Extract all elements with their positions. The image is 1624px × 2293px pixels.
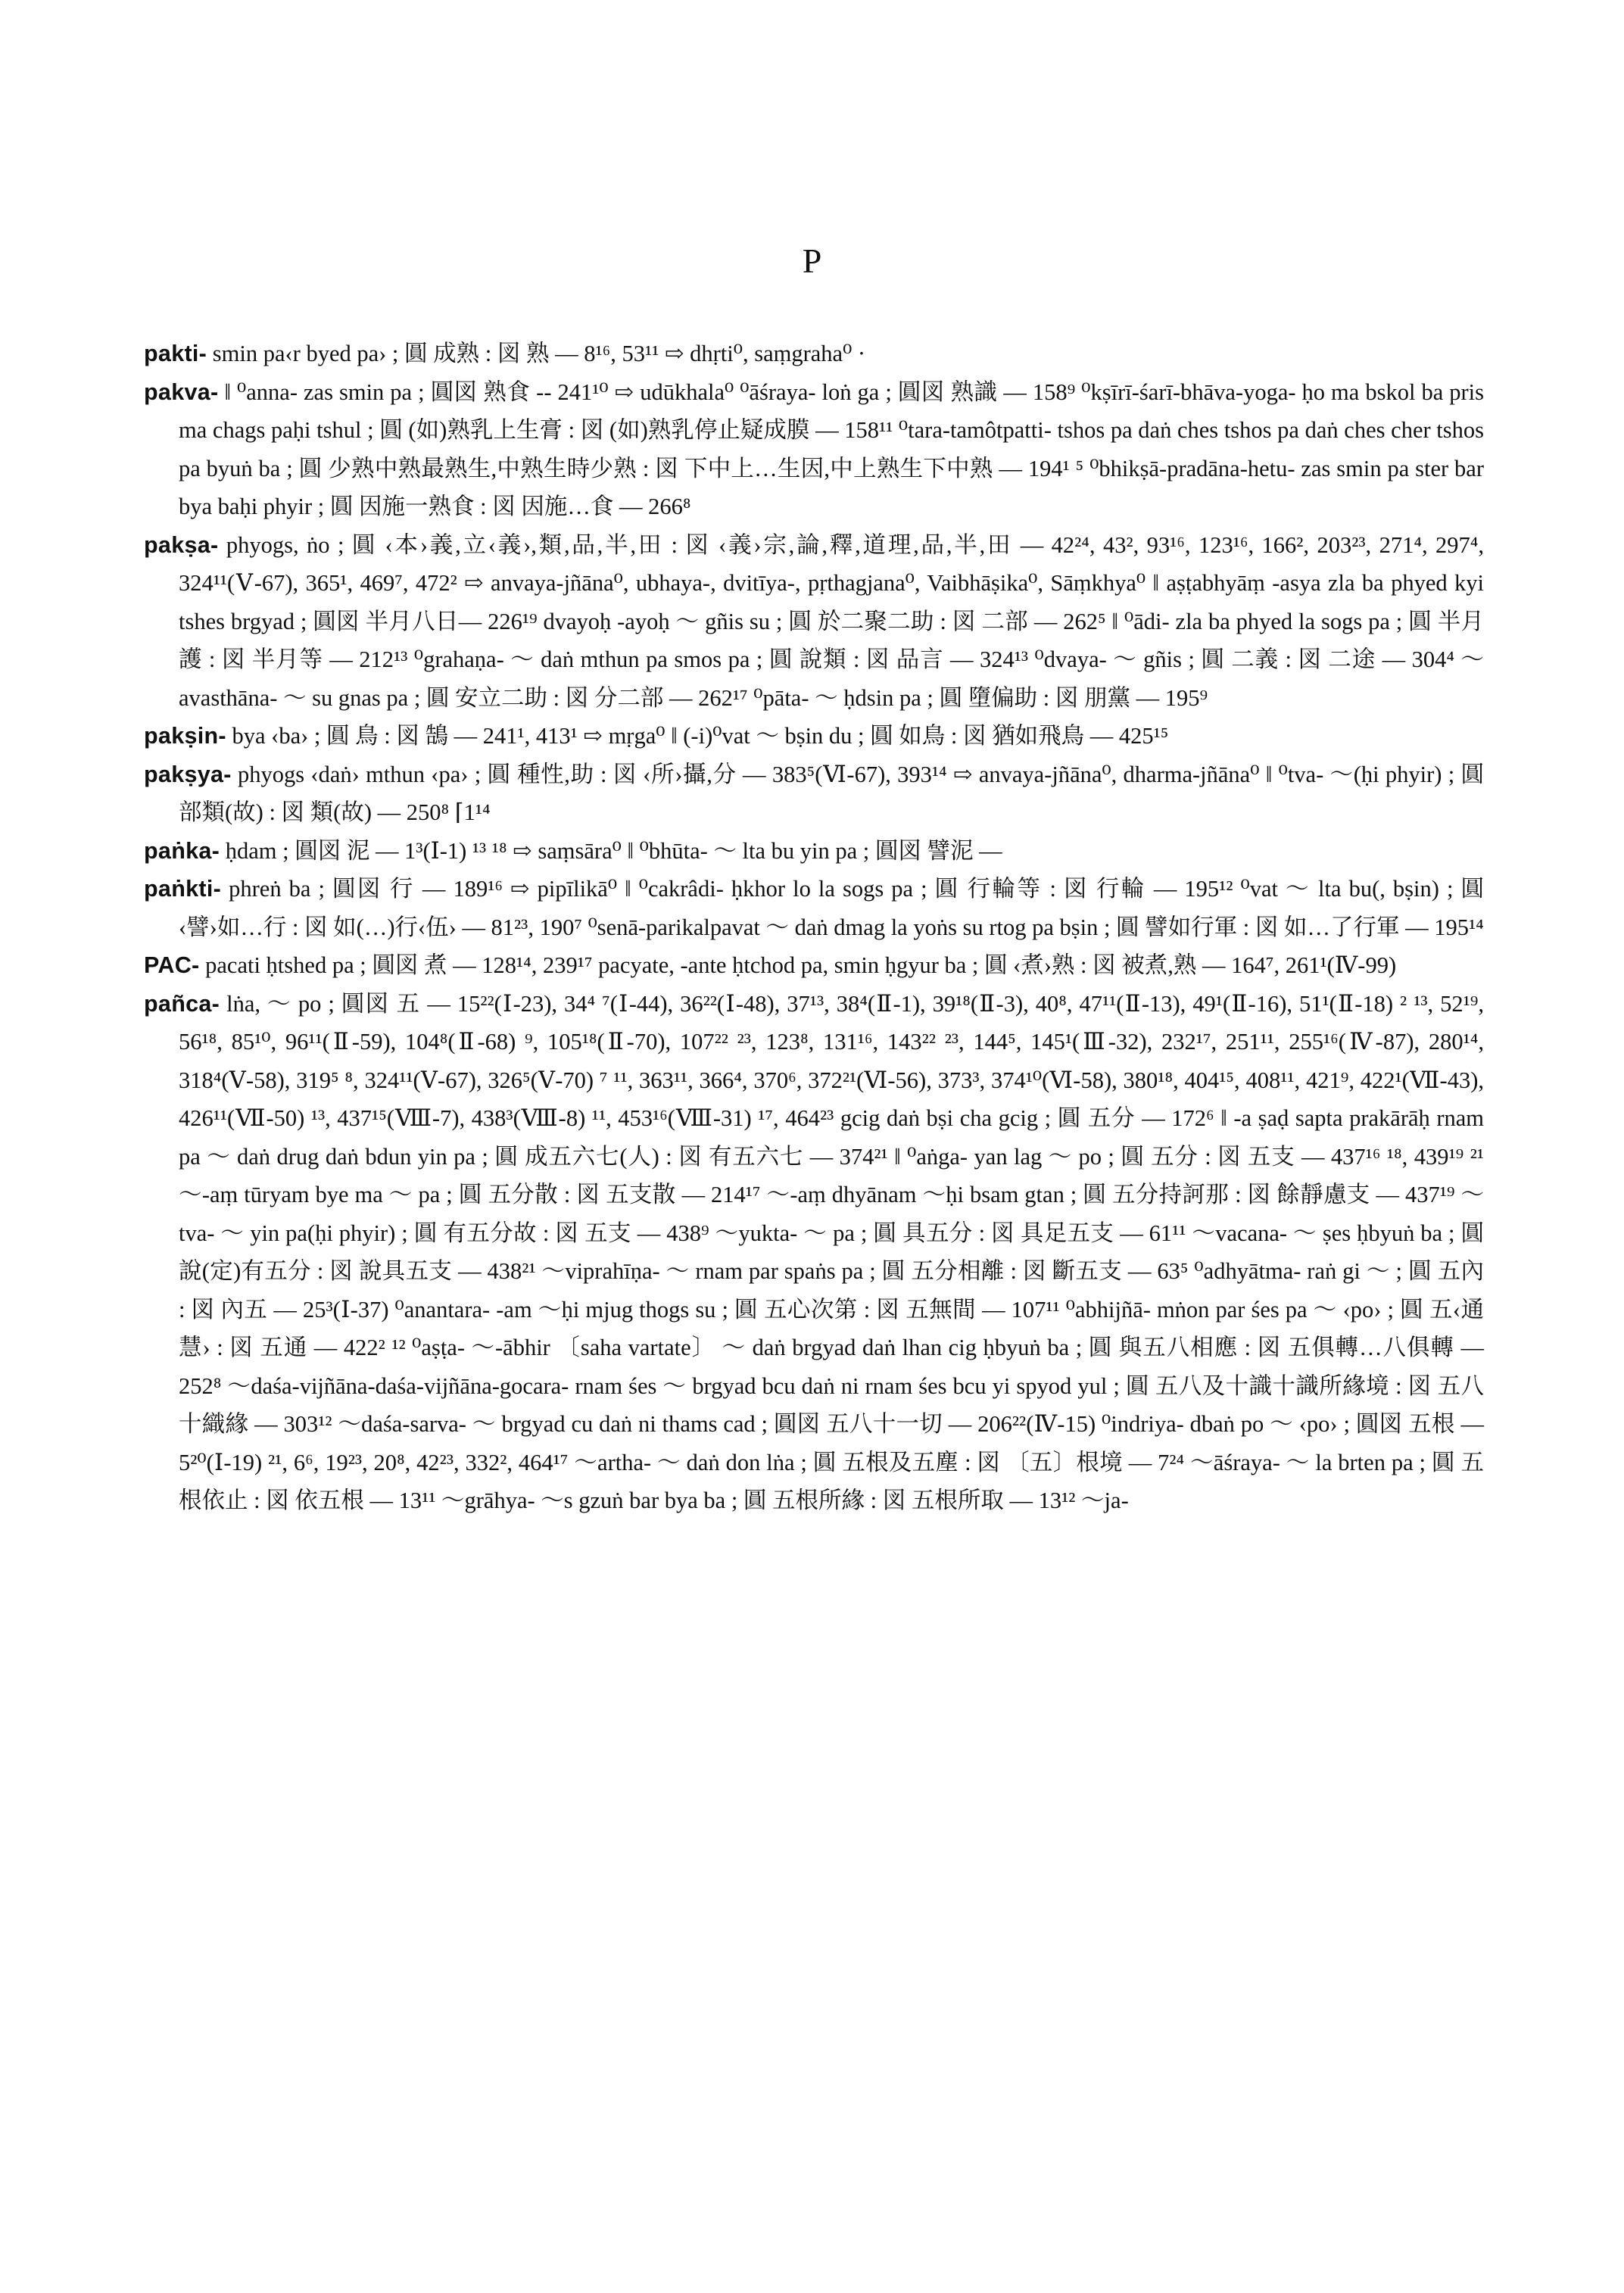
headword: pakti- xyxy=(144,341,207,366)
entry-body: ḥdam ; 圓図 泥 — 1³(Ⅰ-1) ¹³ ¹⁸ ⇨ saṃsāra⁰ ‖ ⁰bhūta- ～ lta bu yin pa ; 圓図 譬泥 — xyxy=(225,837,1002,864)
entry-body: phyogs, ṅo ; 圓 ‹本›義,立‹義›,類,品,半,田 : 図 ‹義›宗,論,釋,道理,品,半,田 — 42²⁴, 43², 93¹⁶, 123¹⁶, 166², 203²³, 271⁴, 297⁴, 324¹¹(Ⅴ-67), 365¹, 469⁷, 472² ⇨ anvaya-jñāna⁰, ubhaya-, dvitīya-, pṛthagjana⁰, Vaibhāṣika⁰, Sāṃkhya⁰ ‖ aṣṭabhyāṃ -asya zla ba phyed kyi tshes brgyad ; 圓図 半月八日— 226¹⁹ dvayoḥ -ayoḥ ～ gñis su ; 圓 於二聚二助 : 図 二部 — 262⁵ ‖ ⁰ādi- zla ba phyed la sogs pa ; 圓 半月護 : 図 半月等 — 212¹³ ⁰grahaṇa- ～ daṅ mthun pa smos pa ; 圓 說類 : 図 品言 — 324¹³ ⁰dvaya- ～ gñis ; 圓 二義 : 図 二途 — 304⁴ ～avasthāna- ～ su gnas pa ; 圓 安立二助 : 図 分二部 — 262¹⁷ ⁰pāta- ～ ḥdsin pa ; 圓 墮偏助 : 図 朋黨 — 195⁹ xyxy=(179,531,1485,711)
entry-paksa xyxy=(144,526,1484,718)
entry-pakti xyxy=(144,335,1484,373)
headword: pakṣa- xyxy=(144,531,219,558)
dictionary-entries xyxy=(144,335,1484,1520)
headword: PAC- xyxy=(144,952,200,978)
entry-body: lṅa, ～ po ; 圓図 五 — 15²²(Ⅰ-23), 34⁴ ⁷(Ⅰ-44), 36²²(Ⅰ-48), 37¹³, 38⁴(Ⅱ-1), 39¹⁸(Ⅱ-3), 40⁸, 47¹¹(Ⅱ-13), 49¹(Ⅱ-16), 51¹(Ⅱ-18) ² ¹³, 52¹⁹, 56¹⁸, 85¹⁰, 96¹¹(Ⅱ-59), 104⁸(Ⅱ-68) ⁹, 105¹⁸(Ⅱ-70), 107²² ²³, 123⁸, 131¹⁶, 143²² ²³, 144⁵, 145¹(Ⅲ-32), 232¹⁷, 251¹¹, 255¹⁶(Ⅳ-87), 280¹⁴, 318⁴(Ⅴ-58), 319⁵ ⁸, 324¹¹(Ⅴ-67), 326⁵(Ⅴ-70) ⁷ ¹¹, 363¹¹, 366⁴, 370⁶, 372²¹(Ⅵ-56), 373³, 374¹⁰(Ⅵ-58), 380¹⁸, 404¹⁵, 408¹¹, 421⁹, 422¹(Ⅶ-43), 426¹¹(Ⅶ-50) ¹³, 437¹⁵(Ⅷ-7), 438³(Ⅷ-8) ¹¹, 453¹⁶(Ⅷ-31) ¹⁷, 464²³ gcig daṅ bṣi cha gcig ; 圓 五分 — 172⁶ ‖ -a ṣaḍ sapta prakārāḥ rnam pa ～ daṅ drug daṅ bdun yin pa ; 圓 成五六七(人) : 図 有五六七 — 374²¹ ‖ ⁰aṅga- yan lag ～ po ; 圓 五分 : 図 五支 — 437¹⁶ ¹⁸, 439¹⁹ ²¹ ～-aṃ tūryam bye ma ～ pa ; 圓 五分散 : 図 五支散 — 214¹⁷ ～-aṃ dhyānam ～ḥi bsam gtan ; 圓 五分持訶那 : 図 餘靜慮支 — 437¹⁹ ～tva- ～ yin pa(ḥi phyir) ; 圓 有五分故 : 図 五支 — 438⁹ ～yukta- ～ pa ; 圓 具五分 : 図 具足五支 — 61¹¹ ～vacana- ～ ṣes ḥbyuṅ ba ; 圓 說(定)有五分 : 図 說具五支 — 438²¹ ～viprahīṇa- ～ rnam par spaṅs pa ; 圓 五分相離 : 図 斷五支 — 63⁵ ⁰adhyātma- raṅ gi ～ ; 圓 五內 : 図 內五 — 25³(Ⅰ-37) ⁰anantara- -am ～ḥi mjug thogs su ; 圓 五心次第 : 図 五無間 — 107¹¹ ⁰abhijñā- mṅon par śes pa ～ ‹po› ; 圓 五‹通慧› : 図 五通 — 422² ¹² ⁰aṣṭa- ～-ābhir 〔saha vartate〕 ～ daṅ brgyad daṅ lhan cig ḥbyuṅ ba ; 圓 與五八相應 : 図 五俱轉…八俱轉 — 252⁸ ～daśa-vijñāna-daśa-vijñāna-gocara- rnam śes ～ brgyad bcu daṅ ni rnam śes bcu yi spyod yul ; 圓 五八及十識十識所緣境 : 図 五八十織緣 — 303¹² ～daśa-sarva- ～ brgyad cu daṅ ni thams cad ; 圓図 五八十一切 — 206²²(Ⅳ-15) ⁰indriya- dbaṅ po ～ ‹po› ; 圓図 五根 — 5²⁰(Ⅰ-19) ²¹, 6⁶, 19²³, 20⁸, 42²³, 332², 464¹⁷ ～artha- ～ daṅ don lṅa ; 圓 五根及五塵 : 図 〔五〕根境 — 7²⁴ ～āśraya- ～ la brten pa ; 圓 五根依止 : 図 依五根 — 13¹¹ ～grāhya- ～s gzuṅ bar bya ba ; 圓 五根所緣 : 図 五根所取 — 13¹² ～ja- xyxy=(179,990,1484,1513)
headword: paṅka- xyxy=(144,837,220,864)
entry-pakva xyxy=(144,373,1484,526)
headword: pakṣin- xyxy=(144,723,226,749)
headword: pakva- xyxy=(144,379,219,405)
headword: pañca- xyxy=(144,990,220,1017)
entry-body: phreṅ ba ; 圓図 行 — 189¹⁶ ⇨ pipīlikā⁰ ‖ ⁰cakrâdi- ḥkhor lo la sogs pa ; 圓 行輪等 : 図 行輪 — 195¹² ⁰vat ～ lta bu(, bṣin) ; 圓 ‹譬›如…行 : 図 如(…)行‹伍› — 81²³, 190⁷ ⁰senā-parikalpavat ～ daṅ dmag la yoṅs su rtog pa bṣin ; 圓 譬如行軍 : 図 如…了行軍 — 195¹⁴ xyxy=(179,876,1484,940)
entry-body: smin pa‹r byed pa› ; 圓 成熟 : 図 熟 — 8¹⁶, 53¹¹ ⇨ dhṛti⁰, saṃgraha⁰ · xyxy=(212,341,866,366)
entry-body: ‖ ⁰anna- zas smin pa ; 圓図 熟食 -- 241¹⁰ ⇨ udūkhala⁰ ⁰āśraya- loṅ ga ; 圓図 熟識 — 158⁹ ⁰kṣīrī-śarī-bhāva-yoga- ḥo ma bskol ba pris ma chags paḥi tshul ; 圓 (如)熟乳上生膏 : 図 (如)熟乳停止疑成膜 — 158¹¹ ⁰tara-tamôtpatti- tshos pa daṅ ches tshos pa daṅ ches cher tshos pa byuṅ ba ; 圓 少熟中熟最熟生,中熟生時少熟 : 図 下中上…生因,中上熟生下中熟 — 194¹ ⁵ ⁰bhikṣā-pradāna-hetu- zas smin pa ster bar bya baḥi phyir ; 圓 因施一熟食 : 図 因施…食 — 266⁸ xyxy=(179,379,1484,519)
entry-body: pacati ḥtshed pa ; 圓図 煮 — 128¹⁴, 239¹⁷ pacyate, -ante ḥtchod pa, smin ḥgyur ba ; 圓 ‹煮›熟 : 図 被煮,熟 — 164⁷, 261¹(Ⅳ-99) xyxy=(205,952,1397,978)
entry-pac xyxy=(144,946,1484,985)
entry-pankti xyxy=(144,870,1484,946)
entry-paksya xyxy=(144,756,1484,832)
entry-body: bya ‹ba› ; 圓 鳥 : 図 鵠 — 241¹, 413¹ ⇨ mṛga⁰ ‖ (-i)⁰vat ～ bṣin du ; 圓 如鳥 : 図 猶如飛鳥 — 425¹⁵ xyxy=(232,723,1169,749)
headword: paṅkti- xyxy=(144,876,222,902)
entry-panka xyxy=(144,832,1484,871)
section-letter: P xyxy=(802,241,822,280)
entry-body: phyogs ‹daṅ› mthun ‹pa› ; 圓 種性,助 : 図 ‹所›攝,分 — 383⁵(Ⅵ-67), 393¹⁴ ⇨ anvaya-jñāna⁰, dharma-jñāna⁰ ‖ ⁰tva- ～(ḥi phyir) ; 圓 部類(故) : 図 類(故) — 250⁸ ⌈1¹⁴ xyxy=(179,761,1484,825)
headword: pakṣya- xyxy=(144,761,232,787)
entry-panca xyxy=(144,985,1484,1520)
entry-paksin xyxy=(144,717,1484,756)
